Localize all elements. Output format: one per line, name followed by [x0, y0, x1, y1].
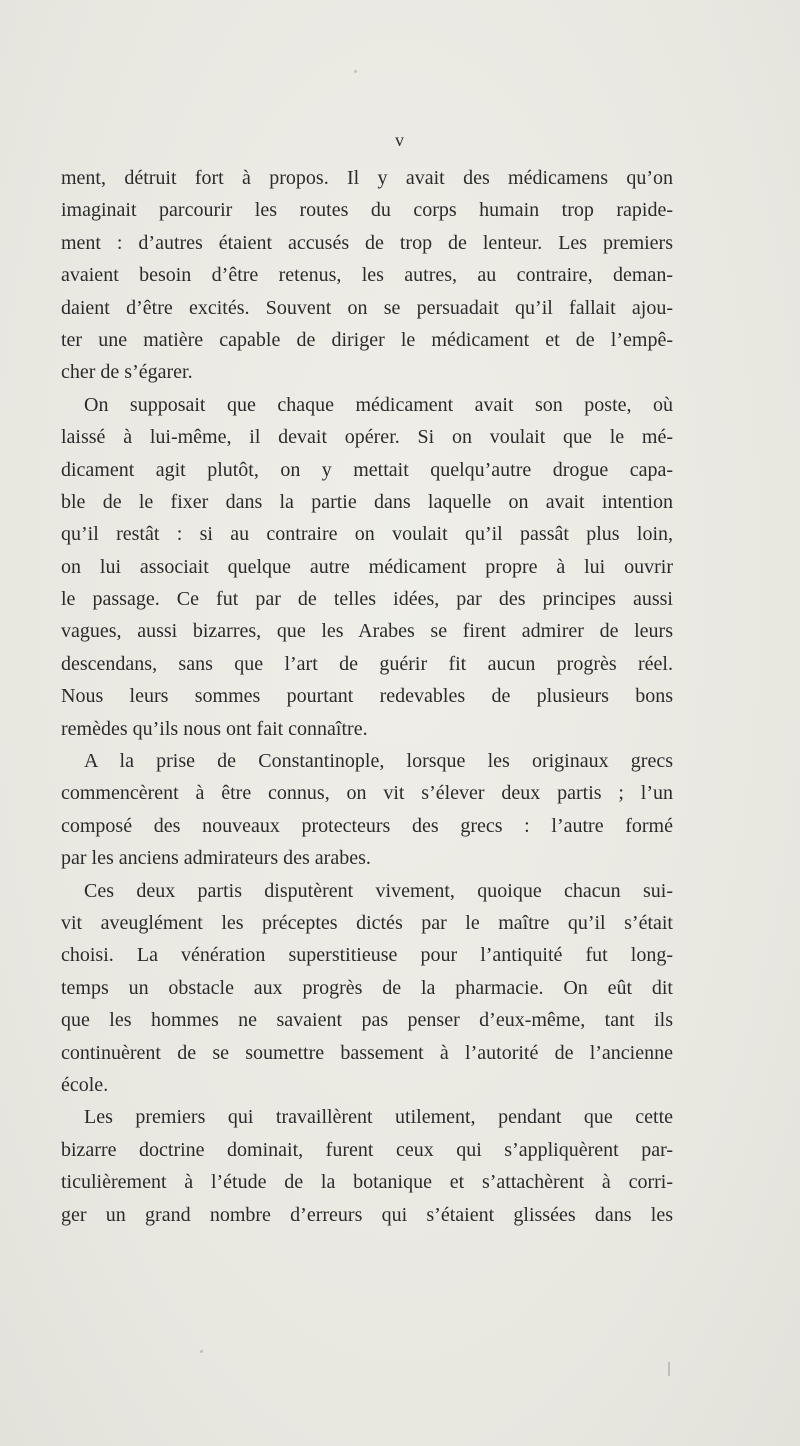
text-line: imaginait parcourir les routes du corps humain trop rapide-	[61, 199, 673, 222]
text-line: On supposait que chaque médicament avait son poste, où	[84, 393, 673, 416]
paper-speck	[200, 1350, 203, 1353]
text-line: école.	[61, 1073, 109, 1096]
text-line: daient d’être excités. Souvent on se persuadait qu’il fallait ajou-	[61, 296, 673, 319]
text-line: Les premiers qui travaillèrent utilement, pendant que cette	[84, 1106, 673, 1129]
text-line: A la prise de Constantinople, lorsque les originaux grecs	[84, 750, 673, 773]
text-line: Nous leurs sommes pourtant redevables de plusieurs bons	[61, 685, 673, 708]
text-line: ticulièrement à l’étude de la botanique et s’attachèrent à corri-	[61, 1171, 673, 1194]
text-line: ble de le fixer dans la partie dans laquelle on avait intention	[61, 490, 673, 513]
text-line: ment : d’autres étaient accusés de trop de lenteur. Les premiers	[61, 231, 673, 254]
text-line: vagues, aussi bizarres, que les Arabes se firent admirer de leurs	[61, 620, 673, 643]
paper-speck	[354, 70, 357, 73]
text-line: continuèrent de se soumettre bassement à l’autorité de l’ancienne	[61, 1041, 673, 1064]
body-text	[61, 162, 673, 1231]
text-line: dicament agit plutôt, on y mettait quelqu’autre drogue capa-	[61, 458, 673, 481]
text-line: choisi. La vénération superstitieuse pour l’antiquité fut long-	[61, 944, 673, 967]
text-line: que les hommes ne savaient pas penser d’eux-même, tant ils	[61, 1009, 673, 1032]
text-line: ter une matière capable de diriger le médicament et de l’empê-	[61, 328, 673, 351]
text-line: descendans, sans que l’art de guérir fit aucun progrès réel.	[61, 652, 673, 675]
text-line: vit aveuglément les préceptes dictés par le maître qu’il s’était	[61, 911, 673, 934]
text-line: composé des nouveaux protecteurs des grecs : l’autre formé	[61, 814, 673, 837]
text-line: ment, détruit fort à propos. Il y avait des médicamens qu’on	[61, 167, 673, 189]
text-line: ger un grand nombre d’erreurs qui s’étaient glissées dans les	[61, 1203, 673, 1226]
text-line: on lui associait quelque autre médicament propre à lui ouvrir	[61, 555, 673, 578]
text-line: laissé à lui-même, il devait opérer. Si on voulait que le mé-	[61, 426, 673, 449]
text-line: qu’il restât : si au contraire on voulait qu’il passât plus loin,	[61, 523, 673, 546]
page-number: v	[395, 130, 405, 150]
text-line: commencèrent à être connus, on vit s’élever deux partis ; l’un	[61, 782, 673, 805]
text-line: le passage. Ce fut par de telles idées, par des principes aussi	[61, 588, 673, 611]
paper-speck	[668, 1362, 670, 1376]
text-line: temps un obstacle aux progrès de la pharmacie. On eût dit	[61, 976, 673, 999]
text-line: remèdes qu’ils nous ont fait connaître.	[61, 717, 368, 740]
text-line: par les anciens admirateurs des arabes.	[61, 847, 371, 870]
text-line: bizarre doctrine dominait, furent ceux qui s’appliquèrent par-	[61, 1138, 673, 1161]
text-line: cher de s’égarer.	[61, 361, 193, 384]
text-line: avaient besoin d’être retenus, les autres, au contraire, deman-	[61, 264, 673, 287]
text-line: Ces deux partis disputèrent vivement, quoique chacun sui-	[84, 879, 673, 902]
